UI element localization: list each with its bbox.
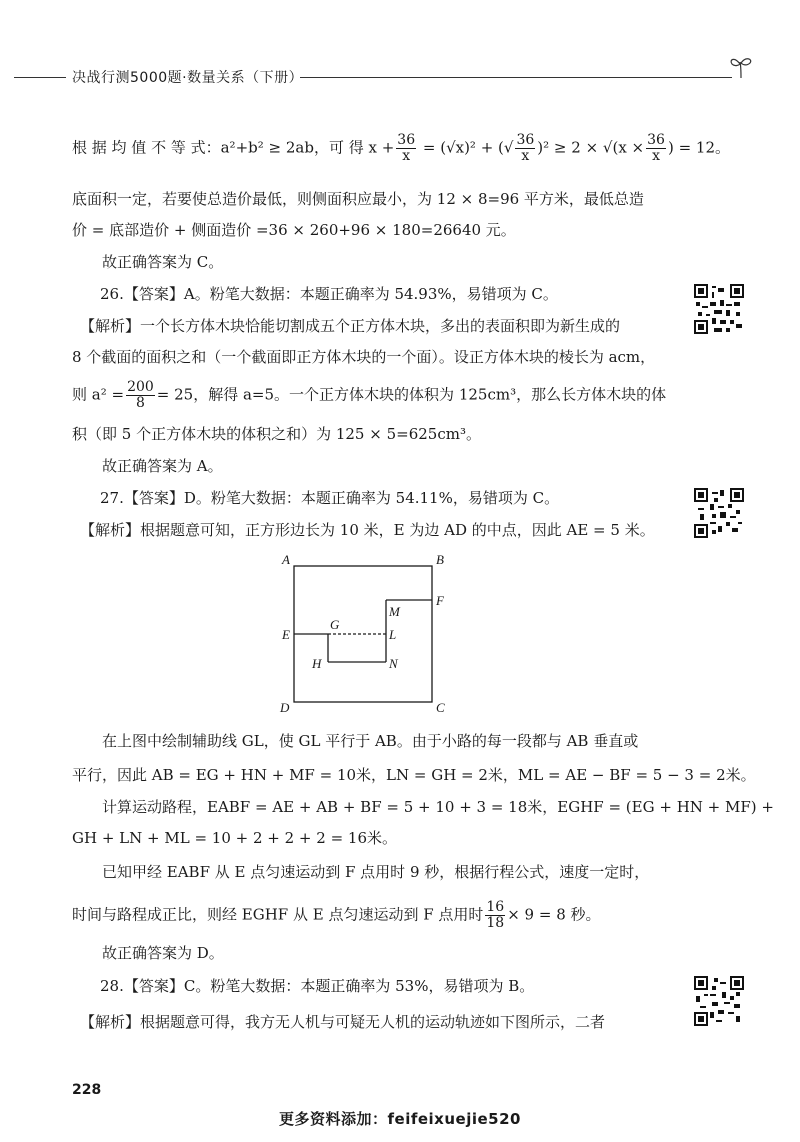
text-line: 平行，因此 AB = EG + HN + MF = 10米，LN = GH = 2米，ML = AE − BF = 5 − 3 = 2米。 <box>72 766 756 784</box>
label-B: B <box>436 552 444 567</box>
fraction: $\frac{36}{x}$ <box>516 132 535 164</box>
text-line: 底面积一定，若要使总造价最低，则侧面积应最小，为 12 × 8=96 平方米，最低总造 <box>72 190 644 208</box>
fraction: $\frac{36}{x}$ <box>397 132 416 164</box>
footer-note: 更多资料添加：feifeixuejie520 <box>279 1110 521 1128</box>
label-D: D <box>280 700 290 714</box>
fraction: $\frac{16}{18}$ <box>486 899 505 931</box>
label-C: C <box>436 700 445 714</box>
text-line-inequality: 根 据 均 值 不 等 式：a²+b² ≥ 2ab，可 得 x + $\frac{36}{x}$ = (√x)² + (√ $\frac{36}{x}$ )² ≥ 2 × √(x × $\frac{36}{x}$ ) = 12。 <box>72 132 730 164</box>
q27-analysis: 【解析】根据题意可知，正方形边长为 10 米，E 为边 AD 的中点，因此 AE = 5 米。 <box>80 521 655 539</box>
text-line-fraction: 则 a² = $\frac{200}{8}$ = 25，解得 a=5。一个正方体木块的体积为 125cm³，那么长方体木块的体 <box>72 379 667 411</box>
text-line: 故正确答案为 A。 <box>102 457 223 475</box>
text-line: 价 = 底部造价 + 侧面造价 =36 × 260+96 × 180=26640 元。 <box>72 221 516 239</box>
q28-analysis: 【解析】根据题意可得，我方无人机与可疑无人机的运动轨迹如下图所示，二者 <box>80 1013 606 1031</box>
header-title: 决战行测5000题·数量关系（下册） <box>72 70 304 86</box>
label-A: A <box>282 552 290 567</box>
label-N: N <box>389 656 398 671</box>
text-line: 在上图中绘制辅助线 GL，使 GL 平行于 AB。由于小路的每一段都与 AB 垂直或 <box>102 732 639 750</box>
header-rule-right <box>300 77 732 78</box>
label-H: H <box>312 656 322 671</box>
page-number: 228 <box>72 1082 102 1098</box>
sprout-icon <box>728 54 754 80</box>
q26-answer-line: 26.【答案】A。粉笔大数据：本题正确率为 54.93%，易错项为 C。 <box>100 285 558 303</box>
qr-code-icon[interactable] <box>694 284 744 334</box>
label-F: F <box>436 593 444 608</box>
text-line: 已知甲经 EABF 从 E 点匀速运动到 F 点用时 9 秒，根据行程公式，速度一定时， <box>102 863 650 881</box>
text-line: 8 个截面的面积之和（一个截面即正方体木块的一个面）。设正方体木块的棱长为 acm， <box>72 348 656 366</box>
header-rule-left <box>14 77 66 78</box>
text-line: 计算运动路程，EABF = AE + AB + BF = 5 + 10 + 3 = 18米，EGHF = (EG + HN + MF) + <box>102 798 774 816</box>
label-G: G <box>330 617 340 632</box>
text-line: GH + LN + ML = 10 + 2 + 2 + 2 = 16米。 <box>72 829 398 847</box>
q27-answer-line: 27.【答案】D。粉笔大数据：本题正确率为 54.11%，易错项为 C。 <box>100 489 560 507</box>
q26-analysis: 【解析】一个长方体木块恰能切割成五个正方体木块，多出的表面积即为新生成的 <box>80 317 621 335</box>
text-line: 故正确答案为 D。 <box>102 944 224 962</box>
qr-code-icon[interactable] <box>694 976 744 1026</box>
qr-code-icon[interactable] <box>694 488 744 538</box>
label-E: E <box>282 627 290 642</box>
label-M: M <box>389 604 400 619</box>
running-header <box>0 66 800 90</box>
q28-answer-line: 28.【答案】C。粉笔大数据：本题正确率为 53%，易错项为 B。 <box>100 977 535 995</box>
label-L: L <box>389 627 397 642</box>
fraction: $\frac{36}{x}$ <box>647 132 665 164</box>
square-path-figure <box>276 552 456 714</box>
text-line: 故正确答案为 C。 <box>102 253 224 271</box>
text-line-fraction: 时间与路程成正比，则经 EGHF 从 E 点匀速运动到 F 点用时 $\frac{16}{18}$ × 9 = 8 秒。 <box>72 899 601 931</box>
fraction: $\frac{200}{8}$ <box>127 379 154 411</box>
text-line: 积（即 5 个正方体木块的体积之和）为 125 × 5=625cm³。 <box>72 425 481 443</box>
